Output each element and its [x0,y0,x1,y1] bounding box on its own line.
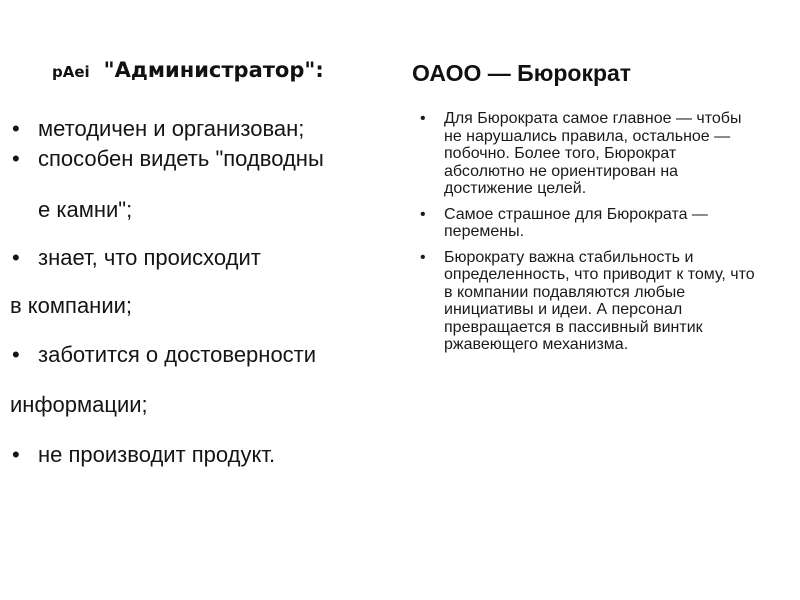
left-list-item-text: способен видеть "подводны [38,146,324,171]
bullet-icon: • [12,442,20,467]
right-column-list [418,110,758,362]
left-title-code: pAei [52,63,90,81]
left-list-item [12,245,261,271]
left-list-item-text: не производит продукт. [38,442,276,467]
bullet-icon: • [12,146,20,171]
left-list-item-text: знает, что происходит [38,245,261,270]
left-list-item-text: методичен и организован; [38,116,305,141]
right-list-item [418,206,758,241]
right-column-title: ОАОО — Бюрократ [412,60,632,86]
left-title-text: "Администратор": [103,58,324,82]
left-list-continuation: в компании; [10,293,133,318]
left-list-item [12,146,324,172]
left-list-continuation: информации; [10,392,148,417]
left-list-continuation: е камни"; [38,197,133,222]
bullet-icon: • [12,116,20,141]
right-list-item-text: Для Бюрократа самое главное — чтобы не нарушались правила, остальное — побочно. Более того, Бюрократ абсолютно не ориентирован на достижение целей. [444,110,742,197]
left-list-item [12,342,317,368]
left-column-title [52,58,324,82]
bullet-icon: • [12,245,20,270]
left-list-item [12,116,305,142]
bullet-icon: • [420,205,426,223]
bullet-icon: • [12,342,20,367]
right-list-item-text: Бюрократу важна стабильность и определенность, что приводит к тому, что в компании подавляются любые инициативы и идеи. А персонал превращается в пассивный винтик ржавеющего механизма. [444,248,755,353]
bullet-icon: • [420,248,426,266]
left-list-item-text: заботится о достоверности [38,342,317,367]
bullet-icon: • [420,110,426,127]
right-list-item [418,110,758,198]
left-list-item [12,442,276,468]
right-list-item [418,249,758,354]
right-list-item-text: Самое страшное для Бюрократа — перемены. [444,205,708,240]
